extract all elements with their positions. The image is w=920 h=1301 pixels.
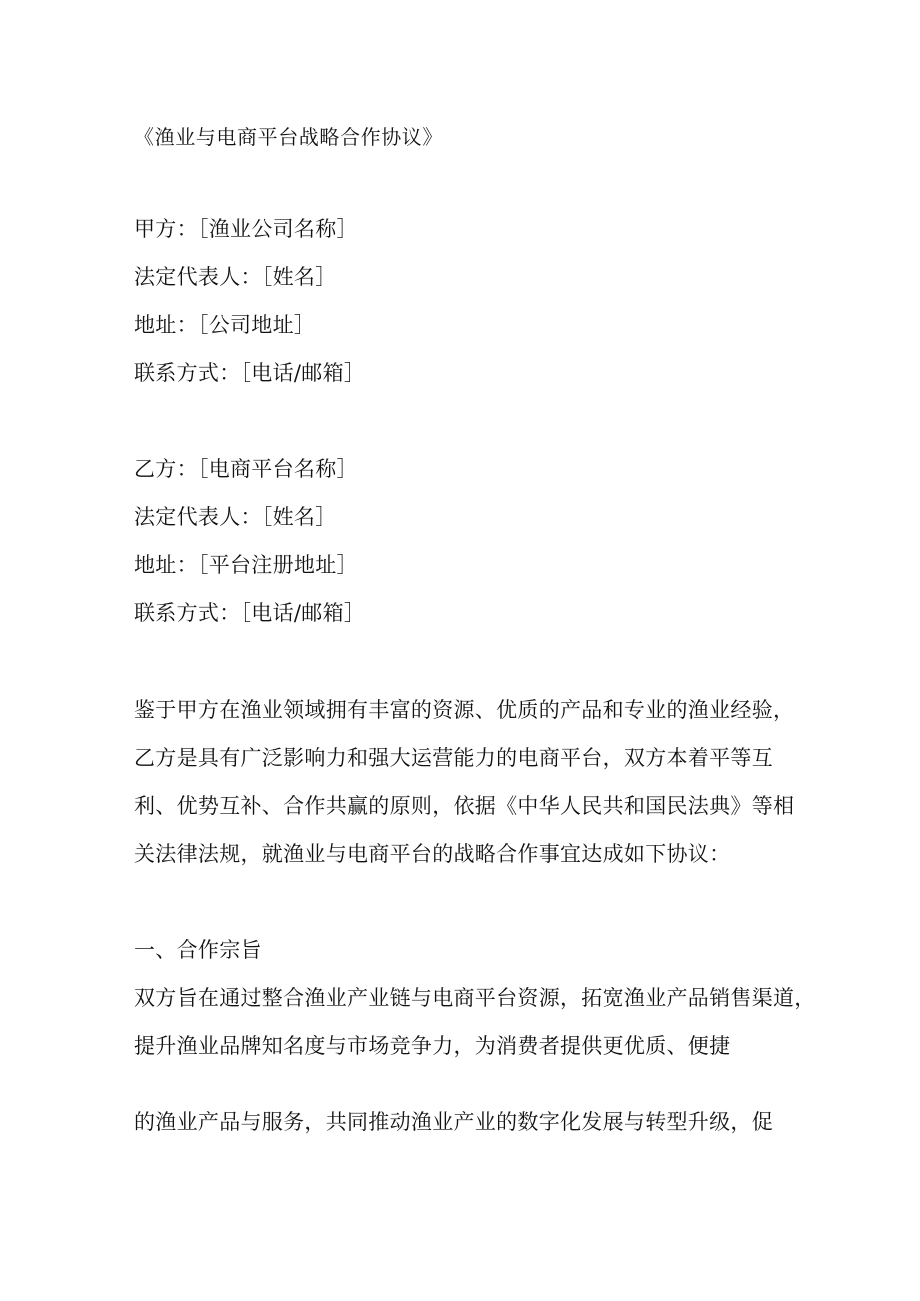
party-b-address: 地址：［平台注册地址］ [134, 553, 358, 577]
party-a-name: 甲方：［渔业公司名称］ [134, 217, 358, 241]
preamble-line: 鉴于甲方在渔业领域拥有丰富的资源、优质的产品和专业的渔业经验， [134, 698, 795, 722]
party-a-address: 地址：［公司地址］ [134, 313, 316, 337]
party-b-name: 乙方：［电商平台名称］ [134, 457, 358, 481]
preamble-line: 乙方是具有广泛影响力和强大运营能力的电商平台，双方本着平等互 [134, 746, 773, 770]
preamble-line: 关法律法规，就渔业与电商平台的战略合作事宜达成如下协议： [134, 842, 731, 866]
section-heading: 一、合作宗旨 [134, 938, 262, 962]
preamble-line: 利、优势互补、合作共赢的原则，依据《中华人民共和国民法典》等相 [134, 794, 795, 818]
document-title: 《渔业与电商平台战略合作协议》 [134, 125, 443, 149]
section-body-line: 的渔业产品与服务，共同推动渔业产业的数字化发展与转型升级，促 [134, 1110, 773, 1134]
party-b-representative: 法定代表人：［姓名］ [134, 505, 337, 529]
section-body-line: 提升渔业品牌知名度与市场竞争力，为消费者提供更优质、便捷 [134, 1034, 731, 1058]
party-b-contact: 联系方式：［电话/邮箱］ [134, 601, 366, 625]
party-a-representative: 法定代表人：［姓名］ [134, 265, 337, 289]
section-body-line: 双方旨在通过整合渔业产业链与电商平台资源，拓宽渔业产品销售渠道， [134, 986, 816, 1010]
party-a-contact: 联系方式：［电话/邮箱］ [134, 361, 366, 385]
